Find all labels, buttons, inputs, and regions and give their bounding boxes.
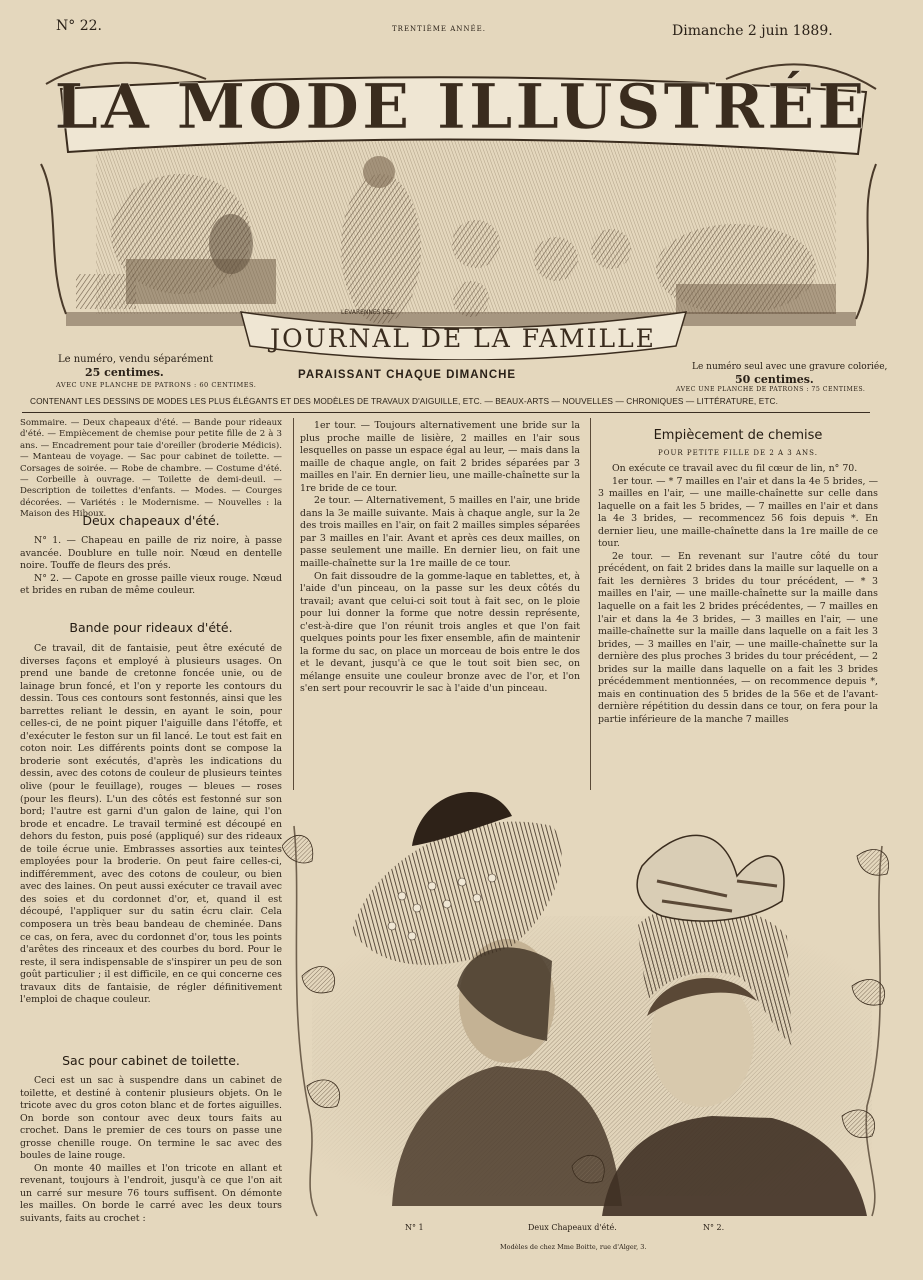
contents-banner: CONTENANT LES DESSINS DE MODES LES PLUS ÉLÉGANTS ET DES MODÈLES DE TRAVAUX D'AIGUILLE, ETC. — BEAUX-ARTS — NOUVELLES — CHRONIQUES — LITTÉRATURE, ETC.	[30, 396, 779, 406]
price-right-line1: Le numéro seul avec une gravure coloriée,	[692, 362, 888, 372]
price-right-value: 50 centimes.	[735, 373, 814, 386]
heading-bande-rideaux: Bande pour rideaux d'été.	[69, 620, 233, 635]
empiecement-intro: On exécute ce travail avec du fil cœur de lin, n° 70.	[612, 463, 858, 474]
sac-instructions-text: On monte 40 mailles et l'on tricote en allant et revenant, toujours à l'endroit, jusqu'à ce que l'on ait un carré sur mesure 76 tours suffisent. On démonte les mailles. On borde le carré avec les deux tours suivants, faits au crochet :	[20, 1162, 282, 1225]
engraver-credit: LEVARENNES DEL.	[341, 309, 397, 316]
issue-number: N° 22.	[56, 18, 102, 34]
sac-tour-2: 2e tour. — Alternativement, 5 mailles en l'air, une bride dans la 3e maille suivante. Mais à chaque angle, sur la 2e des trois mailles en l'air, on fait 2 mailles simples séparées par 3 mailles en l'air. Avant et après ces deux mailles, on passe seulement une maille. En dernier lieu, on fait une maille-chaînette sur la 1re maille de ce tour.	[300, 495, 580, 570]
sac-finition: On fait dissoudre de la gomme-laque en tablettes, et, à l'aide d'un pinceau, on la passe sur les deux côtés du travail; avant que celui-ci soit tout à fait sec, on le ploie pour lui donner la forme que notre dessin représente, c'est-à-dire que l'on réunit trois angles et que l'on fait quelques points pour les fixer ensemble, afin de maintenir la forme du sac, on place un morceau de bois entre le dos et le devant, jusqu'à ce que le tout soit bien sec, on mélange ensuite une couleur bronze avec de l'or, et l'on s'en sert pour recouvrir le sac à l'aide d'un pinceau.	[300, 570, 580, 695]
masthead-subtitle: JOURNAL DE LA FAMILLE	[270, 324, 656, 353]
empiecement-tour-1: 1er tour. — * 7 mailles en l'air et dans la 4e 5 brides, — 3 mailles en l'air, — une maille-chaînette sur celle dans laquelle on a fait les 5 brides, — 7 mailles en l'air et dans la 4e 3 brides, — recommencez 56 fois depuis *. En dernier lieu, une maille-chaînette dans la 1re maille de ce tour.	[598, 475, 878, 550]
bande-rideaux-text: Ce travail, dit de fantaisie, peut être exécuté de diverses façons et employé à plusieurs usages. On prend une bande de cretonne foncée unie, ou de lainage brun foncé, et l'on y reporte les contours du dessin. Tous ces contours sont festonnés, ainsi que les barrettes reliant le dessin, en ayant le soin, pour celles-ci, de ne point piquer l'aiguille dans l'étoffe, et d'exécuter le feston sur un fil lancé. Le tout est fait en coton noir. Les différents points dont se compose la broderie sont exécutés, d'après les indications du dessin, avec des cotons de couleur de plusieurs teintes olive (pour le feuillage), rouges — bleues — roses (pour les fleurs). L'un des côtés est festonné sur son bord; l'autre est garni d'un galon de laine, qui l'on brode et encadre. Le travail terminé est découpé en dehors du feston, puis posé (appliqué) sur des rideaux de toile écrue unie. Embrasses assorties aux teintes employées pour la broderie. On peut faire celles-ci, indifféremment, avec des cotons de couleur, ou bien avec des laines. On peut aussi exécuter ce travail avec des soies et du cordonnet d'or, et, quand il est découpé, l'appliquer sur du satin écru clair. Cela composera un très beau bandeau de cheminée. Dans ce cas, on fera, avec du cordonnet d'or, tous les points d'arêtes des rinceaux et des courbes du bord. Pour le reste, il sera indispensable de s'inspirer un peu de son goût particulier ; il est difficile, en ce qui concerne ces travaux dits de fantaisie, de régler définitivement l'emploi de chaque couleur.	[20, 643, 282, 1006]
heading-sac-toilette: Sac pour cabinet de toilette.	[62, 1053, 240, 1068]
sac-tour-1: 1er tour. — Toujours alternativement une bride sur la plus proche maille de lisière, 2 mailles en l'air sous lesquelles on passe un espace égal au leur, — mais dans la maille de chaque angle, on fait 2 brides séparées par 3 mailles en l'air. En dernier lieu, une maille-chaînette sur la 1re bride de ce tour.	[300, 420, 580, 494]
empiecement-subheading: POUR PETITE FILLE DE 2 A 3 ANS.	[658, 449, 818, 457]
issue-date: Dimanche 2 juin 1889.	[672, 23, 833, 39]
divider-col1-col2	[293, 418, 294, 790]
figure-credit: Modèles de chez Mme Boitte, rue d'Alger, 3.	[500, 1243, 647, 1251]
masthead-title: LA MODE ILLUSTRÉE	[54, 70, 868, 143]
masthead-engraving	[36, 44, 886, 360]
chapeau-2-text: N° 2. — Capote en grosse paille vieux rouge. Nœud et brides en ruban de même couleur.	[20, 572, 282, 597]
price-left-value: 25 centimes.	[85, 366, 164, 379]
weekly-notice: PARAISSANT CHAQUE DIMANCHE	[298, 369, 517, 381]
empiecement-tour-2: 2e tour. — En revenant sur l'autre côté du tour précédent, on fait 2 brides dans la maille sur laquelle on a fait les dernières 3 brides du tour précédent, — * 3 mailles en l'air, — une maille-chaînette sur la maille dans laquelle on a fait les 2 brides précédentes, — 7 mailles en l'air et dans la 4e 3 brides, — 3 mailles en l'air, — une maille-chaînette sur la maille dans laquelle on a fait les 3 brides, — 3 mailles en l'air, — une maille-chaînette sur la dernière des plus proches 3 brides du tour précédent, — 2 brides sur la maille dans laquelle on a fait les 3 brides précédemment mentionnées, — on recommence depuis *, mais en continuation des 5 brides de la 56e et de l'avant-dernière répétition du dessin dans ce tour, on fera pour la partie inférieure de la manche 7 mailles	[598, 550, 878, 725]
price-left-line1: Le numéro, vendu séparément	[58, 354, 214, 365]
figure-label-1: N° 1	[405, 1223, 424, 1232]
price-left-line3: AVEC UNE PLANCHE DE PATRONS : 60 CENTIMES.	[56, 381, 257, 389]
year-note: TRENTIÈME ANNÉE.	[392, 25, 486, 33]
sac-intro-text: Ceci est un sac à suspendre dans un cabinet de toilette, et destiné à contenir plusieurs objets. On le tricote avec du gros coton blanc et de fortes aiguilles. On borde son contour avec deux tours faits au crochet. Dans le premier de ces tours on passe une grosse chenille rouge. On termine le sac avec des boules de laine rouge.	[20, 1075, 282, 1162]
header-rule	[22, 412, 870, 413]
price-right-line3: AVEC UNE PLANCHE DE PATRONS : 75 CENTIMES.	[676, 386, 866, 393]
hats-illustration	[282, 786, 896, 1224]
figure-label-2: N° 2.	[703, 1223, 725, 1232]
heading-empiecement: Empiècement de chemise	[653, 428, 823, 443]
divider-col2-col3	[590, 418, 591, 790]
figure-caption: Deux Chapeaux d'été.	[528, 1223, 617, 1232]
chapeau-1-text: N° 1. — Chapeau en paille de riz noire, à passe avancée. Doublure en tulle noir. Nœud en dentelle noire. Touffe de fleurs des prés.	[20, 535, 282, 572]
sommaire: Sommaire. — Deux chapeaux d'été. — Bande pour rideaux d'été. — Empiècement de chemise pour petite fille de 2 à 3 ans. — Encadrement pour taie d'oreiller (broderie Médicis). — Manteau de voyage. — Sac pour cabinet de toilette. — Corsages de soirée. — Robe de chambre. — Costume d'été. — Corbeille à ouvrage. — Toilette de demi-deuil. — Description de toilettes d'enfants. — Modes. — Courges décorées. — Variétés : le Modernisme. — Nouvelles : la Maison des Hiboux.	[20, 418, 282, 520]
heading-deux-chapeaux: Deux chapeaux d'été.	[82, 513, 220, 528]
